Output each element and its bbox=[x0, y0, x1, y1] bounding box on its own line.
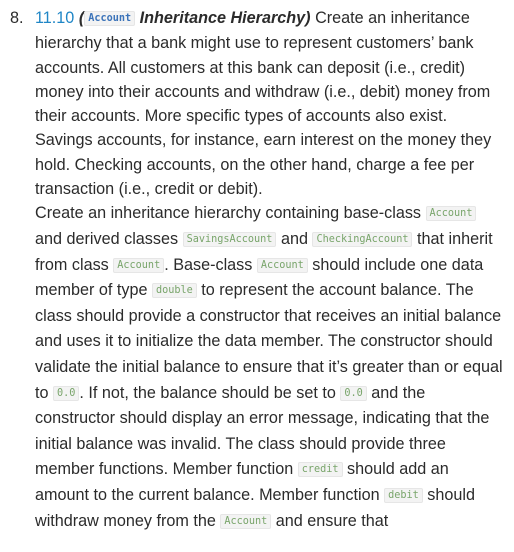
paragraph-text: . Base-class bbox=[164, 255, 257, 274]
paragraph-text: and bbox=[276, 229, 313, 248]
inline-code: Account bbox=[257, 258, 308, 273]
inline-code: double bbox=[152, 283, 197, 298]
paragraph-text: and ensure that bbox=[271, 511, 389, 530]
inline-code: CheckingAccount bbox=[312, 232, 412, 247]
paragraph-text: should add an amount to the current balance. Member function bbox=[35, 460, 449, 504]
paragraph-text: that inherit from class bbox=[35, 229, 493, 274]
paragraph-text: . If not, the balance should be set to bbox=[79, 383, 341, 402]
inline-code: Account bbox=[220, 514, 271, 529]
paragraph-text: to represent the account balance. The class should provide a constructor that receives an initial balance and uses it to initialize the data member. The constructor should validate the initial balance to ensure that it’s greater than or equal to bbox=[35, 281, 503, 402]
heading-open-paren: ( bbox=[78, 9, 85, 27]
exercise-heading bbox=[79, 9, 311, 27]
intro-text: Create an inheritance hierarchy that a bank might use to represent customers’ bank accounts. All customers at this bank can deposit (i.e., credit) money into their accounts and withdraw (i.e., debit) money from their accounts. More specific types of accounts also exist. Savings accounts, for instance, earn interest on the money they hold. Checking accounts, on the other hand, charge a fee per transaction (i.e., credit or debit). bbox=[35, 9, 492, 199]
exercise-id: 11.10 bbox=[35, 9, 75, 27]
inline-code: Account bbox=[426, 206, 477, 221]
paragraph-text: should include one data member of type bbox=[35, 255, 484, 300]
paragraph-text: and the constructor should display an error message, indicating that the initial balance was invalid. The class should provide three member functions. Member function bbox=[35, 383, 490, 479]
heading-code-account: Account bbox=[84, 11, 135, 26]
inline-code: 0.0 bbox=[53, 386, 79, 401]
list-item-number: 8. bbox=[10, 9, 24, 27]
heading-title: Inheritance Hierarchy) bbox=[135, 9, 311, 27]
inline-code: Account bbox=[113, 258, 164, 273]
exercise-requirements-paragraph bbox=[35, 201, 507, 534]
inline-code: credit bbox=[298, 462, 343, 477]
paragraph-text: should withdraw money from the bbox=[35, 485, 475, 530]
exercise-intro-paragraph bbox=[35, 6, 507, 201]
inline-code: SavingsAccount bbox=[183, 232, 277, 247]
inline-code: 0.0 bbox=[340, 386, 366, 401]
paragraph-text: Create an inheritance hierarchy containing base-class bbox=[35, 204, 426, 223]
inline-code: debit bbox=[384, 488, 423, 503]
exercise-content bbox=[35, 6, 507, 534]
paragraph-text: and derived classes bbox=[35, 229, 183, 248]
